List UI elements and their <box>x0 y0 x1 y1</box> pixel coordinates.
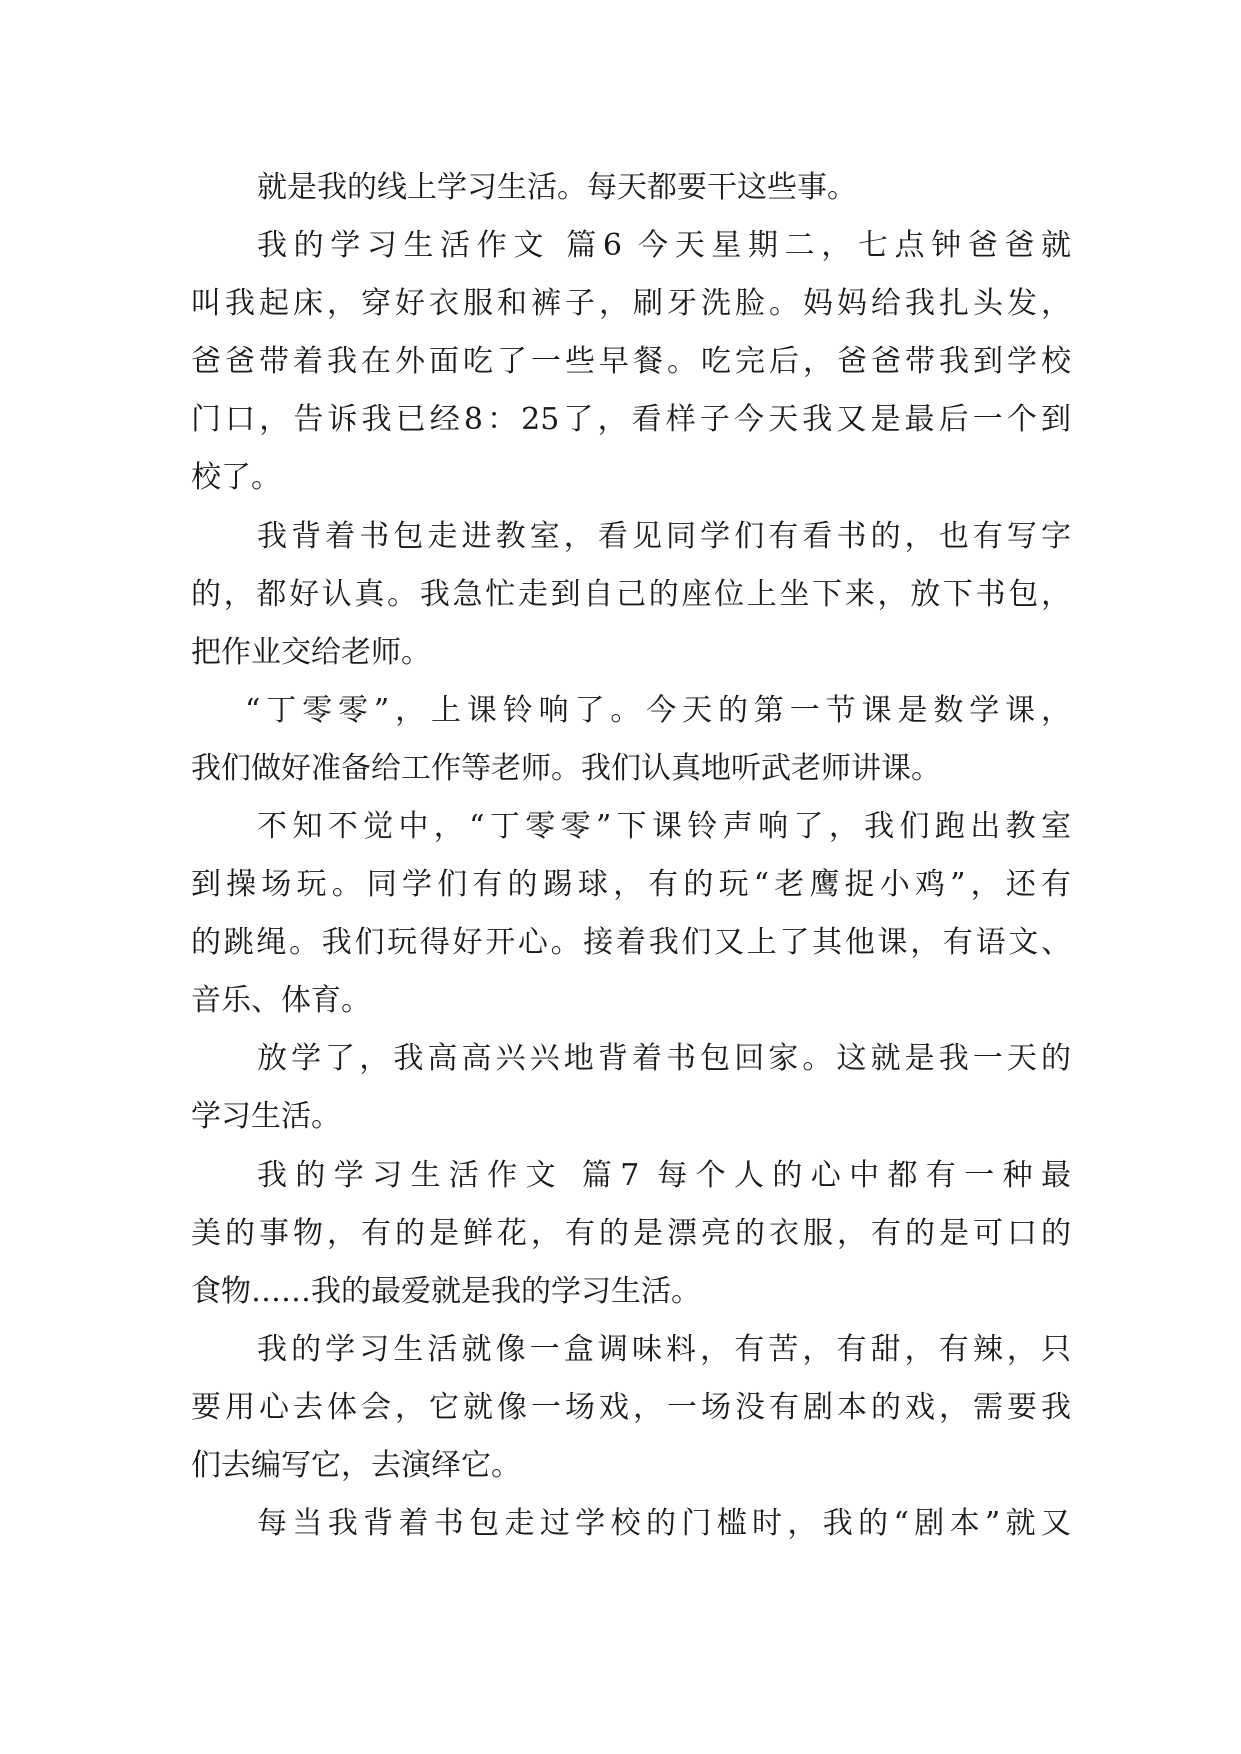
text-line: 食物……我的最爱就是我的学习生活。 <box>191 1274 701 1309</box>
text-line: 美的事物，有的是鲜花，有的是漂亮的衣服，有的是可口的 <box>191 1216 1071 1251</box>
text-line: 到操场玩。同学们有的踢球，有的玩“老鹰捉小鸡”，还有 <box>191 867 1071 902</box>
text-line: 我的学习生活作文 篇6 今天星期二，七点钟爸爸就 <box>257 228 1071 263</box>
text-line: 放学了，我高高兴兴地背着书包回家。这就是我一天的 <box>257 1041 1071 1076</box>
text-line: 不知不觉中，“丁零零”下课铃声响了，我们跑出教室 <box>257 809 1071 844</box>
text-line: 门口，告诉我已经8：25了，看样子今天我又是最后一个到 <box>191 402 1071 437</box>
text-line: 就是我的线上学习生活。每天都要干这些事。 <box>257 170 857 205</box>
text-line: 音乐、体育。 <box>191 983 371 1018</box>
text-line: 的，都好认真。我急忙走到自己的座位上坐下来，放下书包， <box>191 577 1071 612</box>
text-line: 我的学习生活作文 篇7 每个人的心中都有一种最 <box>257 1158 1071 1193</box>
text-line: 们去编写它，去演绎它。 <box>191 1448 521 1483</box>
text-line: 把作业交给老师。 <box>191 635 431 670</box>
text-line: 我们做好准备给工作等老师。我们认真地听武老师讲课。 <box>191 751 941 786</box>
text-line: 的跳绳。我们玩得好开心。接着我们又上了其他课，有语文、 <box>191 925 1071 960</box>
text-line: 学习生活。 <box>191 1099 341 1134</box>
text-line: 我的学习生活就像一盒调味料，有苦，有甜，有辣，只 <box>257 1332 1071 1367</box>
text-line: 爸爸带着我在外面吃了一些早餐。吃完后，爸爸带我到学校 <box>191 344 1071 379</box>
text-line: 每当我背着书包走过学校的门槛时，我的“剧本”就又 <box>257 1506 1071 1541</box>
text-line: 我背着书包走进教室，看见同学们有看书的，也有写字 <box>257 519 1071 554</box>
text-line: 校了。 <box>191 460 281 495</box>
text-line: 叫我起床，穿好衣服和裤子，刷牙洗脸。妈妈给我扎头发， <box>191 286 1071 321</box>
text-line: 要用心去体会，它就像一场戏，一场没有剧本的戏，需要我 <box>191 1390 1071 1425</box>
text-line: “丁零零”，上课铃响了。今天的第一节课是数学课， <box>245 693 1071 728</box>
